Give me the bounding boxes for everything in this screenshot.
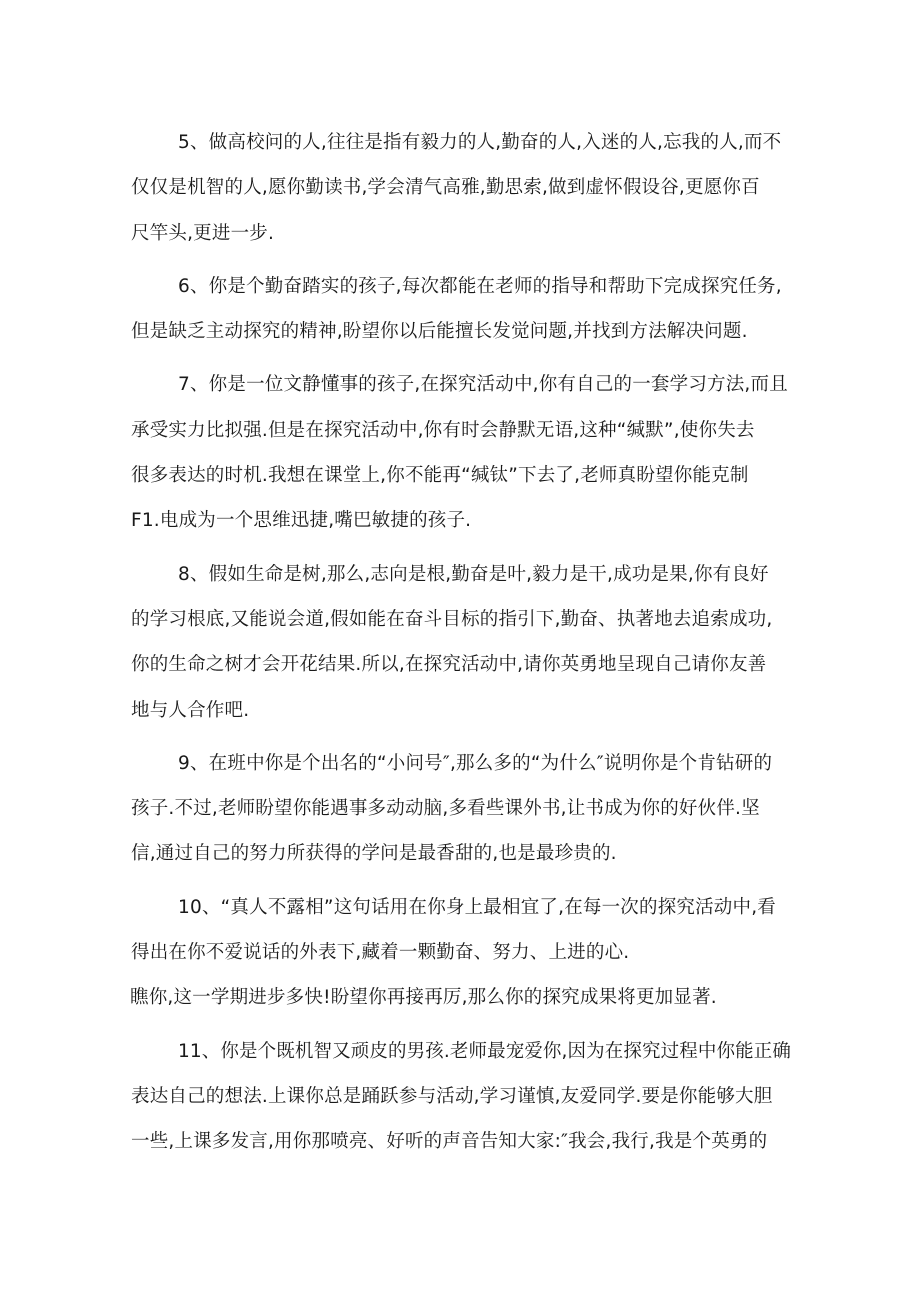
text-line: 很多表达的时机.我想在课堂上,你不能再“缄钛”下去了,老师真盼望你能克制 xyxy=(131,465,749,487)
text-line: 表达自己的想法.上课你总是踊跃参与活动,学习谨慎,友爱同学.要是你能够大胆 xyxy=(131,1085,773,1107)
text-line: 11、你是个既机智又顽皮的男孩.老师最宠爱你,因为在探究过程中你能正确 xyxy=(178,1040,791,1062)
paragraph-8 xyxy=(131,552,791,733)
text-line: F1.电成为一个思维迅捷,嘴巴敏捷的孩子. xyxy=(131,510,472,532)
paragraph-10 xyxy=(131,885,791,976)
paragraph-10-continued xyxy=(131,975,791,1020)
text-line: 8、假如生命是树,那么,志向是根,勤奋是叶,毅力是干,成功是果,你有良好 xyxy=(178,563,769,585)
text-line: 信,通过自己的努力所获得的学问是最香甜的,也是最珍贵的. xyxy=(131,843,617,865)
text-line: 5、做高校问的人,往往是指有毅力的人,勤奋的人,入迷的人,忘我的人,而不 xyxy=(178,132,782,153)
text-line: 你的生命之树才会开花结果.所以,在探究活动中,请你英勇地呈现自己请你友善 xyxy=(131,654,767,676)
document-body xyxy=(131,120,791,1165)
text-line: 承受实力比拟强.但是在探究活动中,你有时会静默无语,这种“缄默”,使你失去 xyxy=(131,419,755,441)
text-line: 地与人合作吧. xyxy=(131,699,250,721)
text-line: 7、你是一位文静懂事的孩子,在探究活动中,你有自己的一套学习方法,而且 xyxy=(178,374,788,396)
paragraph-5 xyxy=(131,120,791,256)
text-line: 仅仅是机智的人,愿你勤读书,学会清气高雅,勤思索,做到虚怀假设谷,更愿你百 xyxy=(131,177,760,199)
text-line: 得出在你不爱说话的外表下,藏着一颗勤奋、努力、上进的心. xyxy=(131,942,630,964)
text-line: 的学习根底,又能说会道,假如能在奋斗目标的指引下,勤奋、执著地去追索成功, xyxy=(131,608,773,630)
paragraph-6 xyxy=(131,264,791,355)
text-line: 但是缺乏主动探究的精神,盼望你以后能擅长发觉问题,并找到方法解决问题. xyxy=(131,321,748,343)
text-line: 9、在班中你是个出名的“小问号″,那么多的“为什么″说明你是个肯钻研的 xyxy=(178,752,773,774)
paragraph-7 xyxy=(131,362,791,543)
paragraph-9 xyxy=(131,741,791,877)
paragraph-11 xyxy=(131,1029,791,1165)
text-line: 尺竿头,更进一步. xyxy=(131,222,275,244)
text-line: 一些,上课多发言,用你那喷亮、好听的声音告知大家:″我会,我行,我是个英勇的 xyxy=(131,1131,768,1153)
text-line: 瞧你,这一学期进步多快!盼望你再接再厉,那么你的探究成果将更加显著. xyxy=(130,987,717,1009)
text-line: 孩子.不过,老师盼望你能遇事多动动脑,多看些课外书,让书成为你的好伙伴.坚 xyxy=(131,798,760,820)
text-line: 10、“真人不露相”这句话用在你身上最相宜了,在每一次的探究活动中,看 xyxy=(178,896,776,918)
text-line: 6、你是个勤奋踏实的孩子,每次都能在老师的指导和帮助下完成探究任务, xyxy=(178,275,782,297)
